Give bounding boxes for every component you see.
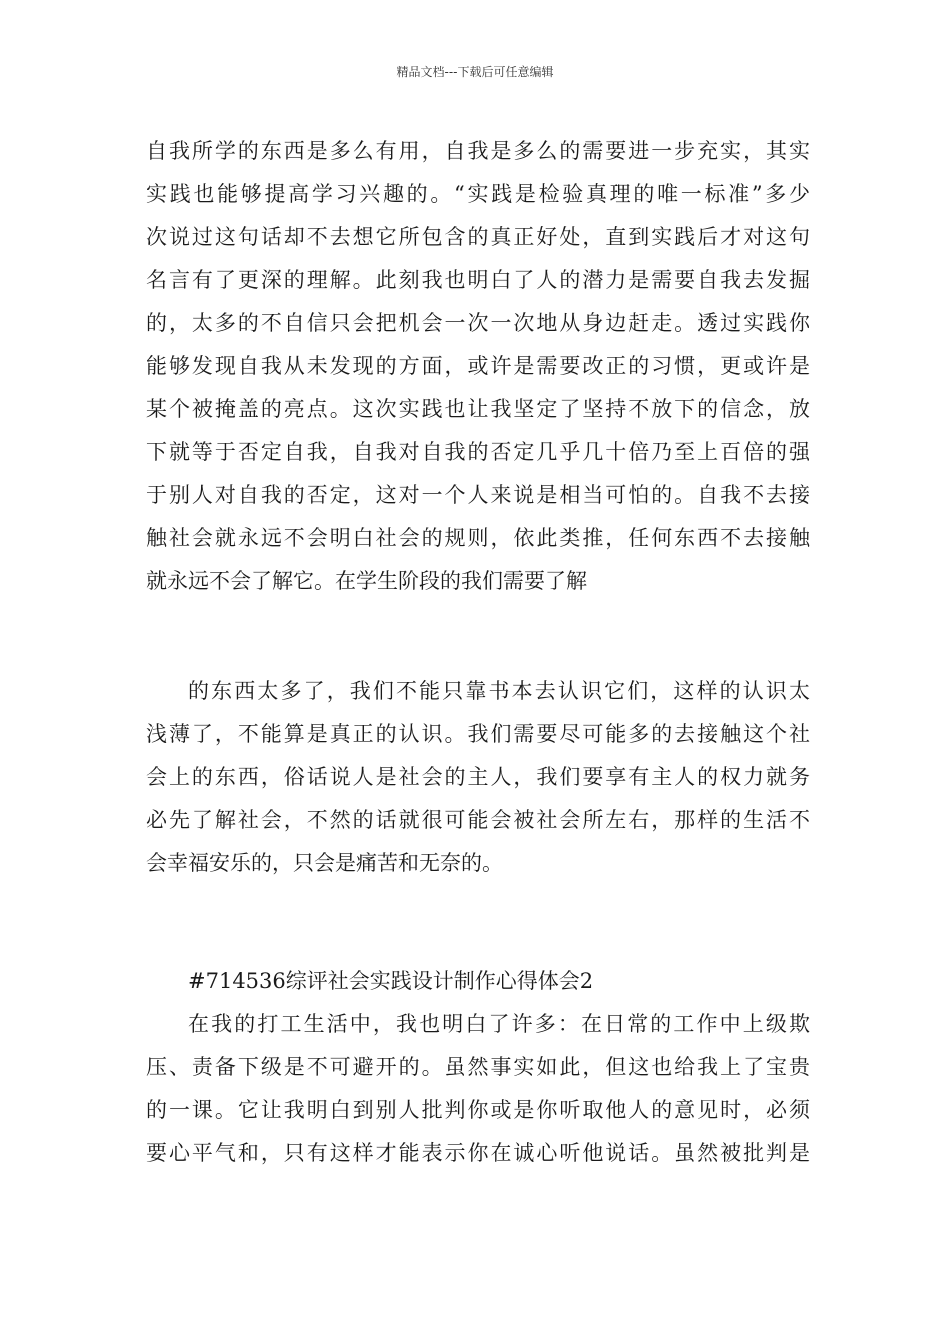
text-line: 必先了解社会，不然的话就很可能会被社会所左右，那样的生活不 (146, 808, 810, 832)
section-2 (146, 960, 810, 1175)
text-line: 在我的打工生活中，我也明白了许多：在日常的工作中上级欺 (188, 1012, 810, 1036)
paragraph-2 (146, 670, 810, 885)
text-line: 压、责备下级是不可避开的。虽然事实如此，但这也给我上了宝贵 (146, 1055, 810, 1079)
text-line: 触社会就永远不会明白社会的规则，依此类推，任何东西不去接触 (146, 526, 810, 550)
section-heading: #714536综评社会实践设计制作心得体会2 (188, 969, 594, 993)
text-line: 能够发现自我从未发现的方面，或许是需要改正的习惯，更或许是 (146, 354, 810, 378)
page-header: 精品文档---下载后可任意编辑 (396, 65, 554, 79)
text-line: 会幸福安乐的，只会是痛苦和无奈的。 (146, 851, 503, 875)
text-line: 浅薄了，不能算是真正的认识。我们需要尽可能多的去接触这个社 (146, 722, 810, 746)
text-line: 次说过这句话却不去想它所包含的真正好处，直到实践后才对这句 (146, 225, 810, 249)
text-line: 下就等于否定自我，自我对自我的否定几乎几十倍乃至上百倍的强 (146, 440, 810, 464)
text-line: 实践也能够提高学习兴趣的。“实践是检验真理的唯一标准”多少 (146, 182, 810, 206)
text-line: 名言有了更深的理解。此刻我也明白了人的潜力是需要自我去发掘 (146, 268, 810, 292)
text-line: 的，太多的不自信只会把机会一次一次地从身边赶走。透过实践你 (146, 311, 810, 335)
text-line: 就永远不会了解它。在学生阶段的我们需要了解 (146, 569, 587, 593)
paragraph-1 (146, 130, 810, 603)
text-line: 的一课。它让我明白到别人批判你或是你听取他人的意见时，必须 (146, 1098, 810, 1122)
text-line: 于别人对自我的否定，这对一个人来说是相当可怕的。自我不去接 (146, 483, 810, 507)
text-line: 会上的东西，俗话说人是社会的主人，我们要享有主人的权力就务 (146, 765, 810, 789)
text-line: 自我所学的东西是多么有用，自我是多么的需要进一步充实，其实 (146, 139, 810, 163)
text-line: 要心平气和，只有这样才能表示你在诚心听他说话。虽然被批判是 (146, 1141, 810, 1165)
text-line: 某个被掩盖的亮点。这次实践也让我坚定了坚持不放下的信念，放 (146, 397, 810, 421)
text-line: 的东西太多了，我们不能只靠书本去认识它们，这样的认识太 (188, 679, 810, 703)
